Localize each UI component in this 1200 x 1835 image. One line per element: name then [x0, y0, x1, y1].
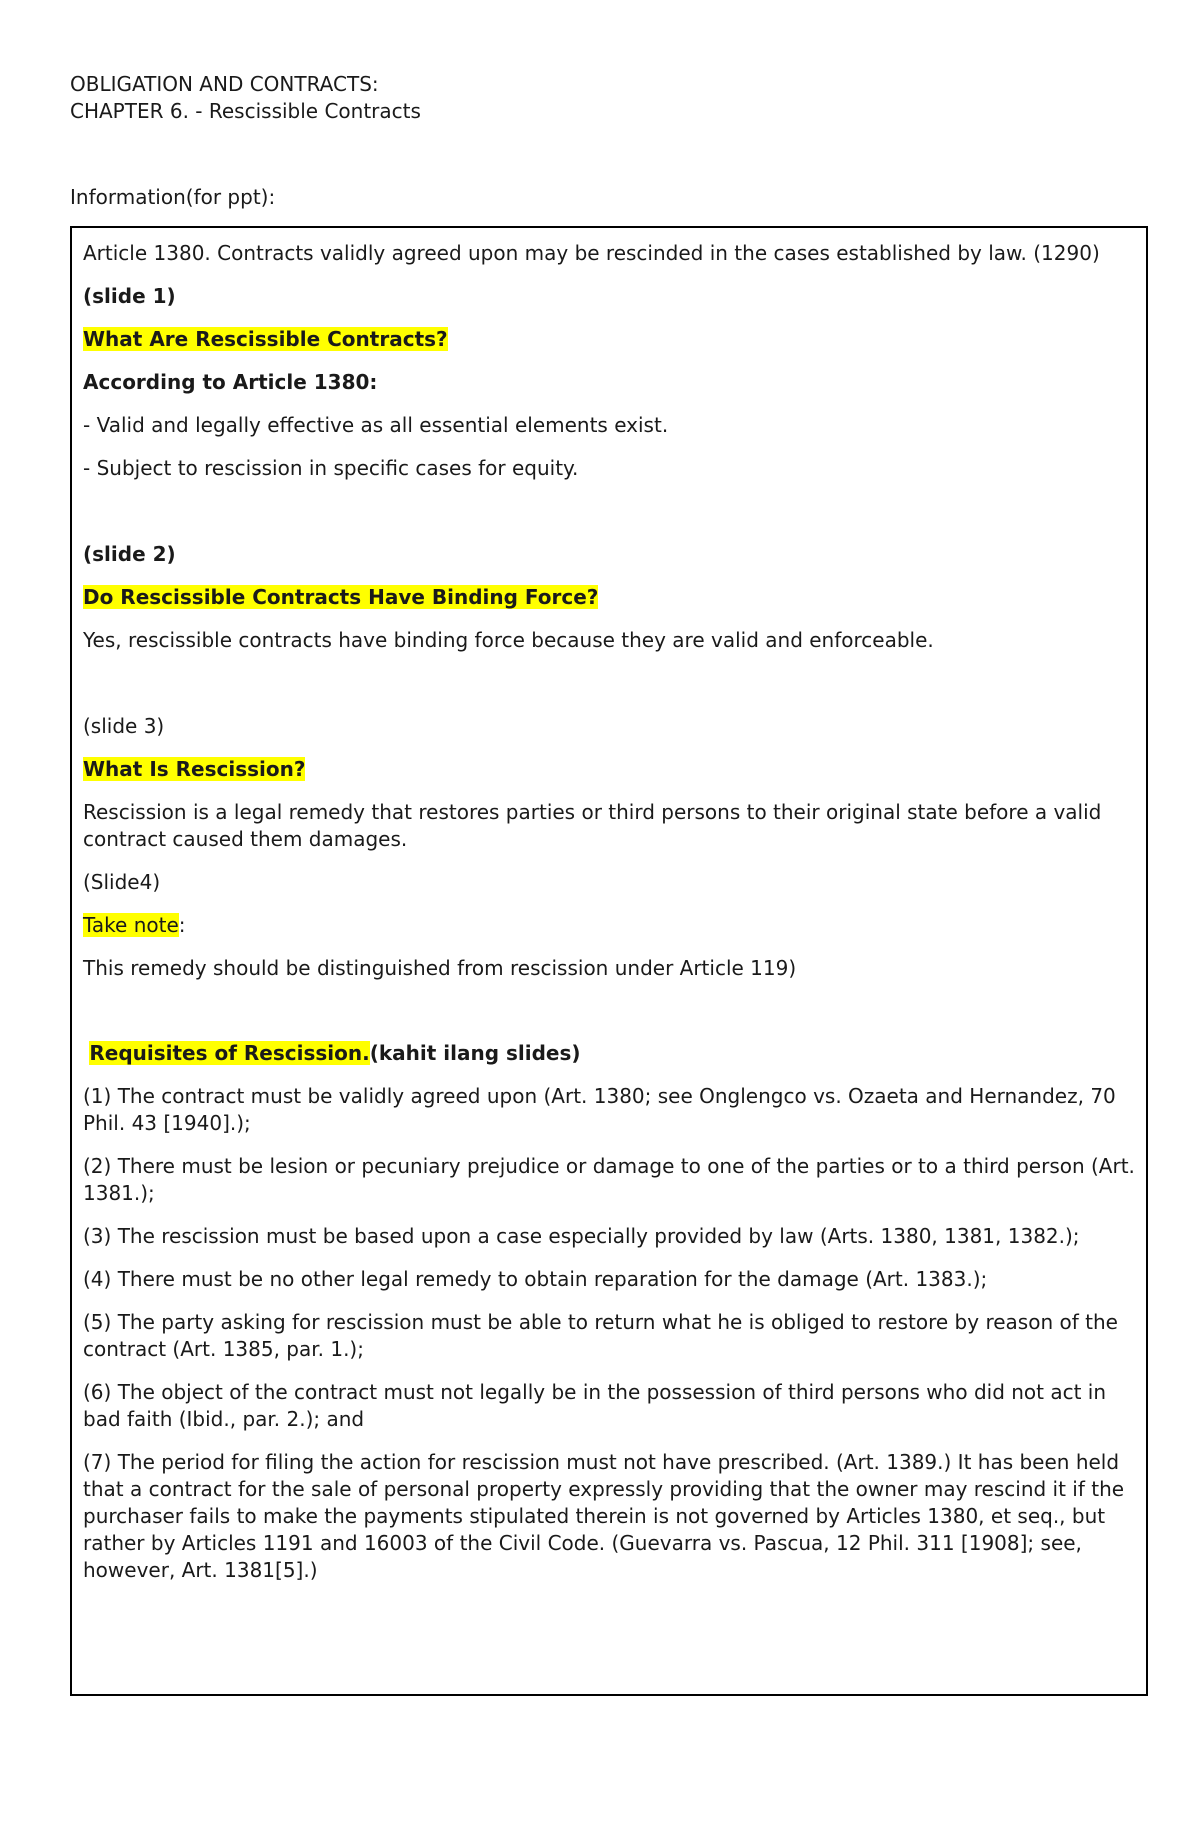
slide1-tag: (slide 1) [83, 284, 176, 308]
content-box [70, 226, 1148, 1696]
slide2-title-text: Do Rescissible Contracts Have Binding Force? [83, 585, 599, 609]
requisite-item: (1) The contract must be validly agreed upon (Art. 1380; see Onglengco vs. Ozaeta and Hernandez, 70 Phil. 43 [1940].); [83, 1084, 1116, 1135]
slide1-point: - Valid and legally effective as all essential elements exist. [83, 413, 669, 437]
slide1-point: - Subject to rescission in specific cases for equity. [83, 456, 579, 480]
take-note-colon: : [178, 913, 186, 937]
slide2-tag: (slide 2) [83, 542, 176, 566]
requisites-heading [83, 1040, 1136, 1067]
slide4-tag: (Slide4) [83, 870, 161, 894]
requisite-item: (5) The party asking for rescission must be able to return what he is obliged to restore by reason of the contract (Art. 1385, par. 1.); [83, 1310, 1118, 1361]
requisites-title: Requisites of Rescission. [89, 1041, 370, 1065]
slide3-tag: (slide 3) [83, 714, 165, 738]
spacer [83, 670, 1136, 713]
article-text: Article 1380. Contracts validly agreed upon may be rescinded in the cases established by law. (1290) [83, 241, 1100, 265]
requisite-item: (3) The rescission must be based upon a case especially provided by law (Arts. 1380, 1381, 1382.); [83, 1224, 1080, 1248]
slide4-note [83, 912, 1136, 939]
take-note-label: Take note [83, 913, 179, 937]
slide2-title [83, 584, 1136, 611]
spacer [83, 498, 1136, 541]
requisite-item: (2) There must be lesion or pecuniary prejudice or damage to one of the parties or to a third person (Art. 1381.); [83, 1154, 1135, 1205]
slide1-title-text: What Are Rescissible Contracts? [83, 327, 448, 351]
slide1-subheading: According to Article 1380: [83, 370, 378, 394]
spacer [83, 998, 1136, 1040]
chapter-title: CHAPTER 6. - Rescissible Contracts [70, 99, 421, 123]
slide3-text: Rescission is a legal remedy that restores parties or third persons to their original state before a valid contract caused them damages. [83, 800, 1102, 851]
slide3-title-text: What Is Rescission? [83, 757, 306, 781]
slide4-text: This remedy should be distinguished from rescission under Article 119) [83, 956, 797, 980]
requisites-title-suffix: (kahit ilang slides) [369, 1041, 581, 1065]
course-title: OBLIGATION AND CONTRACTS: [70, 72, 379, 96]
slide1-title [83, 326, 1136, 353]
document-header [70, 71, 421, 125]
slide3-title [83, 756, 1136, 783]
requisite-item: (6) The object of the contract must not legally be in the possession of third persons who did not act in bad faith (Ibid., par. 2.); and [83, 1380, 1107, 1431]
requisite-item: (7) The period for filing the action for rescission must not have prescribed. (Art. 1389.) It has been held that a contract for the sale of personal property expressly providing that the owner may rescind it if the purchaser fails to make the payments stipulated therein is not governed by Articles 1380, et seq., but rather by Articles 1191 and 16003 of the Civil Code. (Guevarra vs. Pascua, 12 Phil. 311 [1908]; see, however, Art. 1381[5].) [83, 1450, 1125, 1582]
info-label: Information(for ppt): [70, 185, 276, 209]
slide2-text: Yes, rescissible contracts have binding force because they are valid and enforceable. [83, 628, 934, 652]
requisite-item: (4) There must be no other legal remedy to obtain reparation for the damage (Art. 1383.); [83, 1267, 988, 1291]
